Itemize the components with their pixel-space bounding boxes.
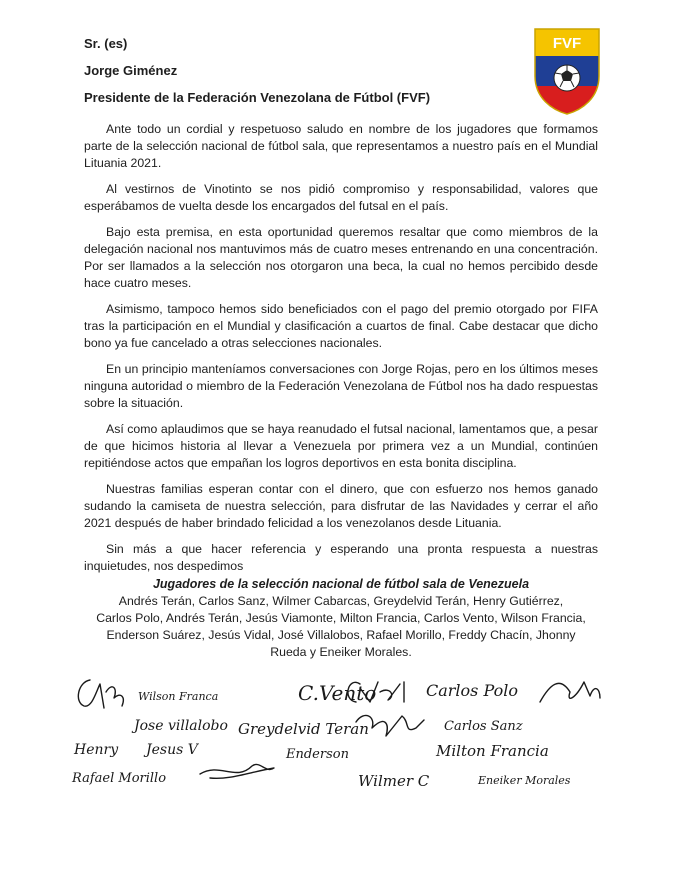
signature-block xyxy=(84,576,598,661)
player-names-line: Rueda y Eneiker Morales. xyxy=(270,645,412,659)
signature-wilmer: Wilmer C xyxy=(358,772,430,790)
signature-sanz: Carlos Sanz xyxy=(444,719,523,734)
handwritten-signatures xyxy=(60,662,660,802)
recipient-name: Jorge Giménez xyxy=(84,63,178,78)
paragraph-fifa-prize: Asimismo, tampoco hemos sido beneficiados con el pago del premio otorgado por FIFA tras la participación en el Mundial y clasificación a cuartos de final. Cabe destacar que dicho bono ya fue cancelado a otras selecciones nacionales. xyxy=(84,302,598,350)
signature-henry: Henry xyxy=(74,742,119,758)
player-names-line: Carlos Polo, Andrés Terán, Jesús Viamonte, Milton Francia, Carlos Vento, Wilson Francia, xyxy=(96,611,586,625)
signature-morillo: Rafael Morillo xyxy=(72,771,167,786)
fvf-logo xyxy=(532,26,602,116)
recipient-position: Presidente de la Federación Venezolana de Fútbol (FVF) xyxy=(84,90,431,105)
signature-wilson: Wilson Franca xyxy=(138,690,219,703)
player-names-line: Andrés Terán, Carlos Sanz, Wilmer Cabarcas, Greydelvid Terán, Henry Gutiérrez, xyxy=(118,594,564,608)
signature-eneiker: Eneiker Morales xyxy=(478,774,571,787)
paragraph-conversations: En un principio manteníamos conversaciones con Jorge Rojas, pero en los últimos meses ninguna autoridad o miembro de la Federación Venezolana de Fútbol nos ha dado respuestas sobre la situación. xyxy=(84,362,598,410)
signature-enderson: Enderson xyxy=(286,747,349,762)
signature-villalobos: Jose villalobo xyxy=(134,718,228,734)
salutation: Sr. (es) xyxy=(84,36,128,51)
signature-title: Jugadores de la selección nacional de fútbol sala de Venezuela xyxy=(152,577,530,591)
paragraph-scholarship: Bajo esta premisa, en esta oportunidad queremos resaltar que como miembros de la delegación nacional nos mantuvimos más de cuatro meses entrenando en una concentración. Por ser llamados a la selección nos otorgaron una beca, la cual no hemos percibido desde hace cuatro meses. xyxy=(84,225,598,290)
paragraph-greeting: Ante todo un cordial y respetuoso saludo en nombre de los jugadores que formamos parte de la selección nacional de fútbol sala, que representamos a nuestro país en el Mundial Lituania 2021. xyxy=(84,122,598,170)
paragraph-families: Nuestras familias esperan contar con el dinero, que con esfuerzo nos hemos ganado sudando la camiseta de nuestra selección, para disfrutar de las Navidades y cerrar el año 2021 después de haber brindado felicidad a los venezolanos desde Lituania. xyxy=(84,482,598,530)
letter-header xyxy=(84,36,524,117)
player-names-line: Enderson Suárez, Jesús Vidal, José Villalobos, Rafael Morillo, Freddy Chacín, Jhonny xyxy=(106,628,576,642)
signature-jesus: Jesus V xyxy=(146,742,198,758)
signature-polo: Carlos Polo xyxy=(426,681,518,700)
signature-teran: Greydelvid Teran xyxy=(238,720,369,738)
logo-text: FVF xyxy=(552,35,582,52)
signature-milton: Milton Francia xyxy=(436,742,549,760)
letter-body xyxy=(84,121,598,584)
paragraph-closing: Sin más a que hacer referencia y esperando una pronta respuesta a nuestras inquietudes, nos despedimos xyxy=(84,542,598,573)
paragraph-commitment: Al vestirnos de Vinotinto se nos pidió compromiso y responsabilidad, valores que esperábamos de vuelta desde los encargados del futsal en el país. xyxy=(84,182,598,213)
paragraph-futsal: Así como aplaudimos que se haya reanudado el futsal nacional, lamentamos que, a pesar de que hicimos historia al llevar a Venezuela por primera vez a un Mundial, continúen repitiéndose actos que empañan los logros deportivos en esta bonita disciplina. xyxy=(84,422,598,470)
signature-vento: C.Vento xyxy=(298,681,377,705)
